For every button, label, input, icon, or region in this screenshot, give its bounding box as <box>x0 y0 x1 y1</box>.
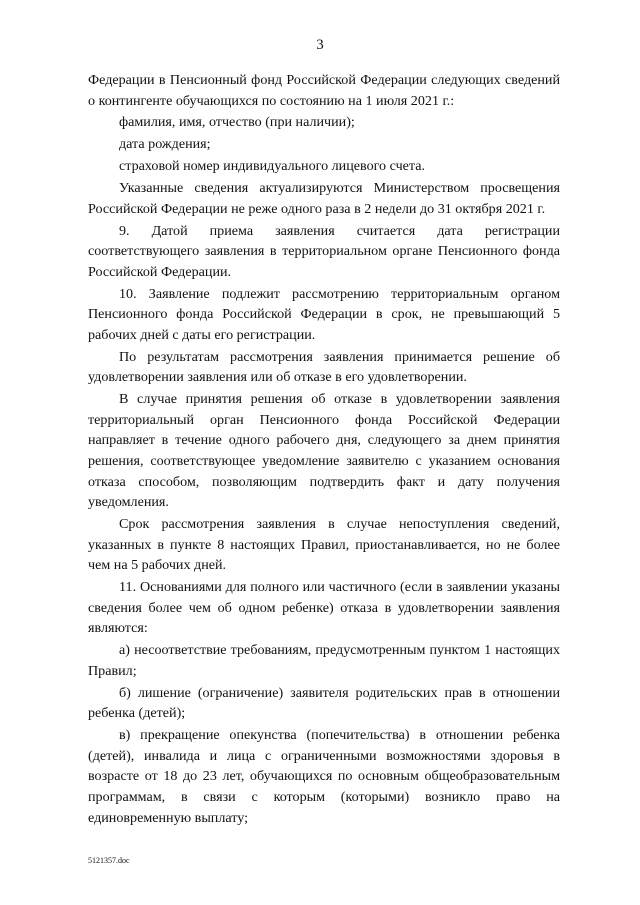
list-item-insurance-number: страховой номер индивидуального лицевого счета. <box>119 158 426 175</box>
list-item-full-name: фамилия, имя, отчество (при наличии); <box>119 114 355 131</box>
paragraph-suspension: Срок рассмотрения заявления в случае непоступления сведений, указанных в пункте 8 настоящих Правил, приостанавливается, но не более чем на 5 рабочих дней. <box>88 516 560 574</box>
paragraph-refusal-notice: В случае принятия решения об отказе в удовлетворении заявления территориальный орган Пенсионного фонда Российской Федерации направляет в течение одного рабочего дня, следующего за днем принятия решения, соответствующее уведомление заявителю с указанием основания отказа способом, позволяющим подтвердить факт и дату получения уведомления. <box>88 391 560 511</box>
list-item-birth-date: дата рождения; <box>119 136 211 153</box>
paragraph-clause-11: 11. Основаниями для полного или частичного (если в заявлении указаны сведения более чем об одном ребенке) отказа в удовлетворении заявления являются: <box>88 579 560 637</box>
paragraph-continuation: Федерации в Пенсионный фонд Российской Федерации следующих сведений о контингенте обучающихся по состоянию на 1 июля 2021 г.: <box>88 72 560 109</box>
list-item-b: б) лишение (ограничение) заявителя родительских прав в отношении ребенка (детей); <box>88 684 560 722</box>
paragraph-decision: По результатам рассмотрения заявления принимается решение об удовлетворении заявления или об отказе в его удовлетворении. <box>88 348 560 386</box>
paragraph-updates: Указанные сведения актуализируются Министерством просвещения Российской Федерации не реже одного раза в 2 недели до 31 октября 2021 г. <box>88 180 560 217</box>
paragraph-clause-10: 10. Заявление подлежит рассмотрению территориальным органом Пенсионного фонда Российской Федерации в срок, не превышающий 5 рабочих дней с даты его регистрации. <box>88 285 560 343</box>
file-name-footer: 5121357.doc <box>88 856 130 865</box>
document-body <box>88 70 560 830</box>
list-item-v: в) прекращение опекунства (попечительства) в отношении ребенка (детей), инвалида и лица с ограниченными возможностями здоровья в возрасте от 18 до 23 лет, обучающихся по основным общеобразовательным программам, в связи с которым (которыми) возникло право на единовременную выплату; <box>88 727 560 826</box>
paragraph-clause-9: 9. Датой приема заявления считается дата регистрации соответствующего заявления в территориальном органе Пенсионного фонда Российской Федерации. <box>88 222 560 280</box>
page-number: 3 <box>316 37 324 53</box>
list-item-a: а) несоответствие требованиям, предусмотренным пунктом 1 настоящих Правил; <box>88 642 560 679</box>
